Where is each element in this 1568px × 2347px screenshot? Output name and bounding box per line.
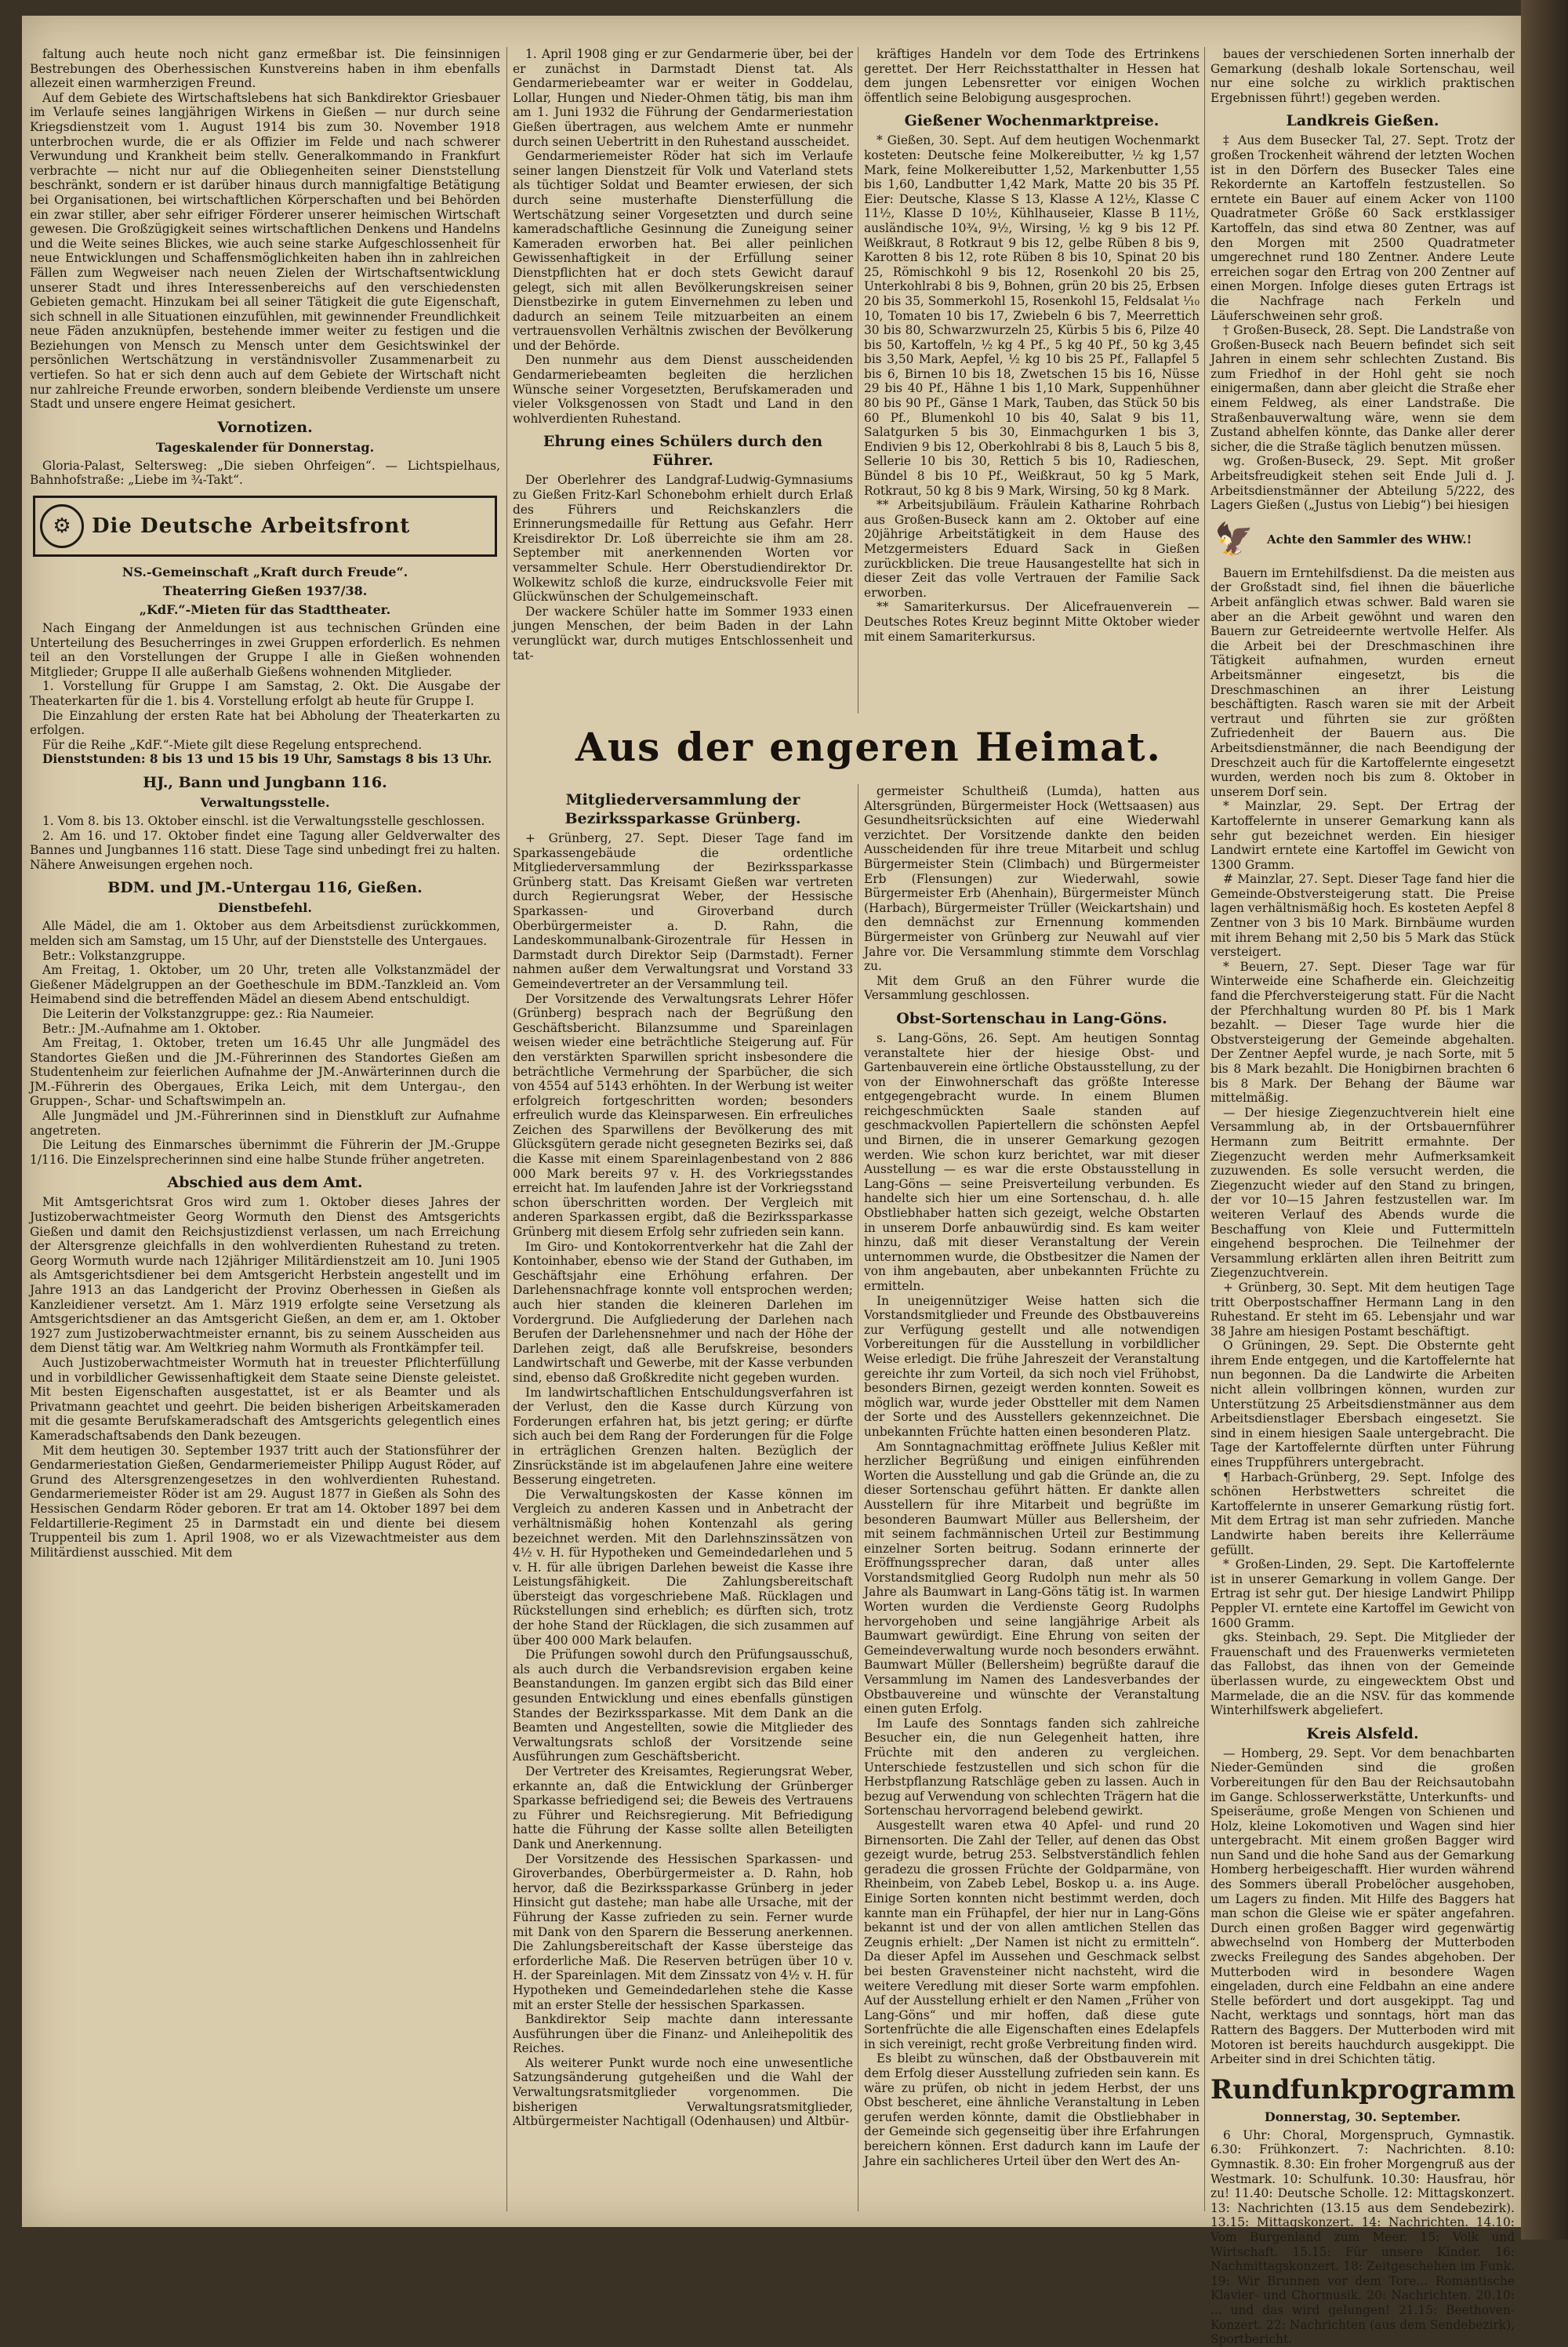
column-2-bottom (513, 784, 853, 2211)
section-heading-mitglieder: Mitgliederversammlung der Bezirkssparkasse Grünberg. (564, 791, 801, 827)
section-heading-abschied: Abschied aus dem Amt. (167, 1174, 363, 1192)
paragraph: Mit Amtsgerichtsrat Gros wird zum 1. Oktober dieses Jahres der Justizoberwachtmeister Georg Wormuth den Dienst des Amtsgerichts Gießen und damit den Reichsjustizdienst verlassen, um nach Erreichung der Altersgrenze gleichfalls in den wohlverdienten Ruhestand zu treten. Georg Wormuth wurde nach 12jähriger Militärdienstzeit am 10. Juni 1905 als Amtsgerichtsdiener bei dem Amtsgericht Herbstein angestellt und im Jahre 1913 an das Landgericht der Provinz Oberhessen in Gießen als Kanzleidiener versetzt. Am 1. März 1919 erfolgte seine Versetzung als Amtsgerichtsdiener an das Amtsgericht Gießen, an dem er, am 1. Oktober 1927 zum Justizoberwachtmeister ernannt, bis zu seinem Ausscheiden aus dem Dienst tätig war. Am Weltkrieg nahm Wormuth als Frontkämpfer teil. (30, 1195, 500, 1356)
daf-banner (33, 496, 497, 557)
section-heading-markt: Gießener Wochenmarktpreise. (904, 112, 1160, 130)
paragraph: Für die Reihe „KdF.“-Miete gilt diese Regelung entsprechend. (42, 737, 423, 752)
paragraph: Der Oberlehrer des Landgraf-Ludwig-Gymnasiums zu Gießen Fritz-Karl Schonebohm erhielt durch Erlaß des Führers und Reichskanzlers die Erinnerungsmedaille für Rettung aus Gefahr. Herr Kreisdirektor Dr. Loß überreichte sie ihm am 28. September mit anerkennenden Worten vor versammelter Schule. Herr Oberstudiendirektor Dr. Wolkewitz schloß die kurze, eindrucksvolle Feier mit Glückwünschen der Schulgemeinschaft. (513, 473, 853, 605)
paragraph: wg. Großen-Buseck, 29. Sept. Mit großer Arbeitsfreudigkeit stehen seit Ende Juli d. J. Arbeitsdienstmänner der Abteilung 5/222, des Lagers Gießen („Justus von Liebig“) bei hiesigen (1210, 454, 1515, 513)
paragraph: Betr.: Volkstanzgruppe. (42, 948, 186, 963)
paragraph: Alle Jungmädel und JM.-Führerinnen sind in Dienstkluft zur Aufnahme angetreten. (30, 1109, 500, 1138)
paragraph: # Mainzlar, 27. Sept. Dieser Tage fand hier die Gemeinde-Obstversteigerung statt. Die Preise lagen verhältnismäßig hoch. Es kosteten Aepfel 8 Zentner von 3 bis 10 Mark. Birnbäume wurden mit ihrem Behang mit 2,50 bis 5 Mark das Stück versteigert. (1210, 872, 1515, 960)
section-banner: Aus der engeren Heimat. (575, 724, 1162, 770)
paragraph: * Gießen, 30. Sept. Auf dem heutigen Wochenmarkt kosteten: Deutsche feine Molkereibutter, ½ kg 1,57 Mark, feine Molkereibutter 1,52, Markenbutter 1,55 bis 1,60, Landbutter 1,42 Mark, Matte 20 bis 35 Pf. Eier: Deutsche, Klasse S 13, Klasse A 12½, Klasse C 11½, Klasse D 10½, Kühlhauseier, Klasse B 11½, ausländische 10¾, 9½, Wirsing, ½ kg 9 bis 12 Pf. Weißkraut, 8 Rotkraut 9 bis 12, gelbe Rüben 8 bis 9, Karotten 8 bis 12, rote Rüben 8 bis 10, Spinat 20 bis 25, Römischkohl 9 bis 12, Rosenkohl 20 bis 25, Unterkohlrabi 8 bis 9, Bohnen, grün 20 bis 25, Erbsen 20 bis 35, Sommerkohl 15, Rosenkohl 15, Feldsalat ⅒ 10, Tomaten 10 bis 17, Zwiebeln 6 bis 7, Meerrettich 30 bis 80, Schwarzwurzeln 25, Kürbis 5 bis 6, Pilze 40 bis 50, Kartoffeln, ½ kg 4 Pf., 5 kg 40 Pf., 50 kg 3,45 bis 3,50 Mark, Aepfel, ½ kg 10 bis 25 Pf., Fallapfel 5 bis 6, Birnen 10 bis 18, Zwetschen 15 bis 16, Nüsse 29 bis 40 Pf., Hähne 1 bis 1,10 Mark, Suppenhühner 80 bis 90 Pf., Gänse 1 Mark, Tauben, das Stück 50 bis 60 Pf., Blumenkohl 10 bis 40, Salat 9 bis 11, Salatgurken 5 bis 30, Einmachgurken 1 bis 3, Endivien 9 bis 12, Oberkohlrabi 8 bis 8, Lauch 5 bis 8, Sellerie 10 bis 30, Rettich 5 bis 10, Radieschen, Bündel 8 bis 10 Pf., Weißkraut, 50 kg 5 Mark, Rotkraut, 50 kg 8 bis 9 Mark, Wirsing, 50 kg 8 Mark. (864, 133, 1200, 498)
paragraph: Die Leitung des Einmarsches übernimmt die Führerin der JM.-Gruppe 1/116. Die Einzelsprecherinnen sind eine halbe Stunde früher angetreten. (30, 1138, 500, 1167)
column-rule (506, 47, 507, 2211)
paragraph: † Großen-Buseck, 28. Sept. Die Landstraße von Großen-Buseck nach Beuern befindet sich seit Jahren in einem sehr schlechten Zustand. Bis zum Friedhof in der Hohl geht sie noch einigermaßen, dann aber gleicht die Straße eher einem Feldweg, als einer Landstraße. Die Straßenbauverwaltung wäre, wenn sie dem Zustand abhelfen könnte, das Danke aller derer sicher, die die Straße täglich benutzen müssen. (1210, 323, 1515, 454)
radio-program-title: Rundfunkprogramm (1210, 2073, 1516, 2105)
radio-program-date: Donnerstag, 30. September. (1264, 2109, 1461, 2124)
paragraph: Mit dem heutigen 30. September 1937 tritt auch der Stationsführer der Gendarmeriestation Gießen, Gendarmeriemeister Philipp August Röder, auf Grund des Altersgrenzengesetzes in den wohlverdienten Ruhestand. Gendarmeriemeister Röder ist am 29. August 1877 in Gießen als Sohn des Hessischen Gendarm Röder geboren. Er trat am 14. Oktober 1897 bei dem Feldartillerie-Regiment 25 in Darmstadt ein und diente bei diesem Truppenteil bis zum 1. April 1908, wo er als Vizewachtmeister aus dem Militärdienst ausschied. Mit dem (30, 1443, 500, 1560)
paragraph: Dienststunden: 8 bis 13 und 15 bis 19 Uhr, Samstags 8 bis 13 Uhr. (42, 752, 492, 767)
paragraph: gks. Steinbach, 29. Sept. Die Mitglieder der Frauenschaft und des Frauenwerks vermieteten das Fallobst, das ihnen von der Gemeinde überlassen wurde, zu eingewecktem Obst und Marmelade, die an die NSV. für das kommende Winterhilfswerk abgeliefert. (1210, 1630, 1515, 1718)
paragraph: germeister Schultheiß (Lumda), hatten aus Altersgründen, Bürgermeister Hock (Wettsaasen) aus Gesundheitsrücksichten auf eine Wiederwahl verzichtet. Der Vorsitzende dankte den beiden Ausscheidenden für ihre treue Mitarbeit und schlug Bürgermeister Stein (Climbach) und Bürgermeister Erb (Flensungen) zur Wiederwahl, sowie Bürgermeister Erb (Ahenhain), Bürgermeister Münch (Harbach), Bürgermeister Trüller (Weickartshain) und den demnächst zur Ernennung kommenden Bürgermeister von Grünberg zur Neuwahl auf vier Jahre vor. Die Versammlung stimmte dem Vorschlag zu. (864, 784, 1200, 974)
section-heading-obst: Obst-Sortenschau in Lang-Göns. (896, 1009, 1167, 1027)
subheading: Theaterring Gießen 1937/38. (162, 583, 368, 599)
paragraph: ‡ Aus dem Busecker Tal, 27. Sept. Trotz der großen Trockenheit während der letzten Wochen ist in den Dörfern des Busecker Tales eine Rekordernte an Kartoffeln festzustellen. So erntete ein Bauer auf einem Acker von 1100 Quadratmeter Größe 60 Sack erstklassiger Kartoffeln, das sind etwa 80 Zentner, was auf den Morgen mit 2500 Quadratmeter umgerechnet rund 180 Zentner. Andere Leute erreichen sogar den Ertrag von 200 Zentner auf einen Morgen. Infolge dieses guten Ertrags ist die Nachfrage nach Ferkeln und Läuferschweinen sehr groß. (1210, 133, 1515, 323)
paragraph: Die Einzahlung der ersten Rate hat bei Abholung der Theaterkarten zu erfolgen. (30, 708, 500, 738)
subheading: Tageskalender für Donnerstag. (155, 439, 375, 455)
column-4 (1210, 47, 1516, 2347)
paragraph: 1. Vorstellung für Gruppe I am Samstag, 2. Okt. Die Ausgabe der Theaterkarten für die 1. bis 4. Vorstellung erfolgt ab heute für Gruppe I. (30, 679, 500, 708)
paragraph: In uneigennütziger Weise hatten sich die Vorstandsmitglieder und Freunde des Obstbauvereins zur Verfügung gestellt und alle notwendigen Vorbereitungen für die Ausstellung in vorbildlicher Weise erledigt. Die frühe Jahreszeit der Veranstaltung gereichte ihr zum Vorteil, da sich noch viel Frühobst, besonders Birnen, gezeigt werden konnten. Soweit es möglich war, wurde jeder Obstteller mit dem Namen der Sorte und des Ausstellers gekennzeichnet. Die unbekannten Früchte hatten einen besonderen Platz. (864, 1293, 1200, 1439)
paragraph: O Grüningen, 29. Sept. Die Obsternte geht ihrem Ende entgegen, und die Kartoffelernte hat nun begonnen. Da die Landwirte die Arbeiten nicht allein vollbringen können, wurden zur Unterstützung 25 Arbeitsdienstmänner aus dem Arbeitsdienstlager Ebersbach eingesetzt. Sie sind in einem hiesigen Saale untergebracht. Die Tage der Kartoffelernte dürften unter Führung eines Truppführers untergebracht. (1210, 1339, 1515, 1470)
paragraph: baues der verschiedenen Sorten innerhalb der Gemarkung (deshalb lokale Sortenschau, weil nur eine solche zu wirklich praktischen Ergebnissen führt!) gegeben werden. (1210, 47, 1515, 105)
paragraph: * Beuern, 27. Sept. Dieser Tage war für Winterweide eine Schafherde ein. Gleichzeitig fand die Pferchversteigerung statt. Für die Nacht der Pferchhaltung wurden 80 Pf. bis 1 Mark bezahlt. — Dieser Tage wurde hier die Obstversteigerung der Gemeinde abgehalten. Der Zentner Aepfel wurde, je nach Sorte, mit 5 bis 8 Mark bezahlt. Die Honigbirnen brachten 6 bis 8 Mark. Der Behang der Bäume war mittelmäßig. (1210, 959, 1515, 1106)
paragraph: Den nunmehr aus dem Dienst ausscheidenden Gendarmeriebeamten begleiten die herzlichen Wünsche seiner Vorgesetzten, Berufskameraden und vieler Volksgenossen von Stadt und Land in den wohlverdienten Ruhestand. (513, 353, 853, 426)
subheading: „KdF.“-Mieten für das Stadttheater. (139, 602, 391, 618)
whw-text: Achte den Sammler des WHW.! (1267, 532, 1472, 547)
paragraph: Mit dem Gruß an den Führer wurde die Versammlung geschlossen. (864, 973, 1200, 1003)
column-1 (30, 47, 500, 2211)
paragraph: Bankdirektor Seip machte dann interessante Ausführungen über die Finanz- und Anleihepolitik des Reiches. (513, 2012, 853, 2056)
paragraph: Betr.: JM.-Aufnahme am 1. Oktober. (42, 1021, 261, 1036)
paragraph: Bauern im Erntehilfsdienst. Da die meisten aus der Großstadt sind, fiel ihnen die bäuerliche Arbeit anfänglich etwas schwer. Bald waren sie aber an die Arbeit gewöhnt und waren den Bauern zur Getreideernte wertvolle Helfer. Als die Arbeit bei der Dreschmaschinen ihre Tätigkeit aufnahmen, wurden erneut Arbeitsmänner eingesetzt, bis die Dreschmaschinen an ihrer Leistung beschäftigten. Rasch waren sie mit der Arbeit vertraut und führten sie zur größten Zufriedenheit der Bauern aus. Die Arbeitsdienstmänner, die nach Beendigung der Dreschzeit auch für die Kartoffelernte eingesetzt wurden, werden noch bis zum 8. Oktober in unserem Dorf sein. (1210, 565, 1515, 799)
paragraph: — Der hiesige Ziegenzuchtverein hielt eine Versammlung ab, in der Ortsbauernführer Hermann zum Beitritt ermahnte. Der Ziegenzucht werden mehr Aufmerksamkeit zuzuwenden. Es solle versucht werden, die Ziegenzucht wieder auf den Stand zu bringen, der vor 10—15 Jahren festzustellen war. Im weiteren Verlauf des Abends wurde die Beschaffung von Kleie und Futtermitteln eingehend besprochen. Die Teilnehmer der Versammlung erklärten allen ihren Beitritt zum Ziegenzuchtverein. (1210, 1105, 1515, 1281)
paragraph: Im Laufe des Sonntags fanden sich zahlreiche Besucher ein, die nun Gelegenheit hatten, ihre Früchte mit den anderen zu vergleichen. Unterschiede festzustellen und sich schon für die Herbstpflanzung Ratschläge geben zu lassen. Auch in bezug auf Verwendung von schlechten Trägern hat die Sortenschau hervorragend belebend gewirkt. (864, 1716, 1200, 1818)
paragraph: Der Vorsitzende des Verwaltungsrats Lehrer Höfer (Grünberg) besprach nach der Begrüßung den Geschäftsbericht. Bilanzsumme und Spareinlagen weisen wieder eine beträchtliche Steigerung auf. Für den verstärkten Sparwillen spricht insbesondere die beträchtliche Vermehrung der Sparbücher, die sich von 4554 auf 5143 erhöhten. In der Werbung ist weiter erfolgreich fortgeschritten worden; besonders erfreulich wurde das Kleinsparwesen. Ein erfreuliches Zeichen des Sparwillens der Bevölkerung des mit Glücksgütern gerade nicht gesegneten Bezirks sei, daß die Kasse mit einem Spareinlagenbestand von 2 886 000 Mark bereits 97 v. H. des Vorkriegsstandes erreicht hat. Im laufenden Jahre ist der Vorkriegsstand schon überschritten worden. Der Vergleich mit anderen Sparkassen ergibt, daß die Bezirkssparkasse Grünberg mit diesem Erfolg sehr zufrieden sein kann. (513, 991, 853, 1240)
subheading: NS.-Gemeinschaft „Kraft durch Freude“. (122, 565, 408, 580)
paragraph: Der Vertreter des Kreisamtes, Regierungsrat Weber, erkannte an, daß die Entwicklung der Grünberger Sparkasse befriedigend sei; die Beweis des Vertrauens zu Führer und Reichsregierung. Mit Befriedigung hatte die Führung der Kasse sollte allen Beteiligten Dank und Anerkennung. (513, 1764, 853, 1851)
paragraph: 6 Uhr: Choral, Morgenspruch, Gymnastik. 6.30: Frühkonzert. 7: Nachrichten. 8.10: Gymnastik. 8.30: Ein froher Morgengruß aus der Westmark. 10: Schulfunk. 10.30: Hausfrau, hör zu! 11.40: Deutsche Scholle. 12: Mittagskonzert. 13: Nachrichten (13.15 aus dem Sendebezirk). 13.15: Mittagskonzert. 14: Nachrichten. 14.10: Vom Burgenland zum Meer. 15: Volk und Wirtschaft. 15.15: Für unsere Kinder. 16: Nachmittagskonzert. 18: Zeitgeschehen im Funk. 19: Wir Brunnen vor dem Tore... Romantische Klavier- und Chormusik. 20: Nachrichten. 20.10: ... und das wird gelungen! 21.15: Beethoven-Konzert. 22: Nachrichten (aus dem Sendebezirk), Sportbericht. (1210, 2127, 1515, 2347)
paragraph: Nach Eingang der Anmeldungen ist aus technischen Gründen eine Unterteilung des Besucherringes in zwei Gruppen erforderlich. Es nehmen teil an den Vorstellungen der Gruppe I alle in Gießen wohnenden Mitglieder; Gruppe II alle außerhalb Gießens wohnenden Mitglieder. (30, 621, 500, 679)
paragraph: Alle Mädel, die am 1. Oktober aus dem Arbeitsdienst zurückkommen, melden sich am Samstag, um 15 Uhr, auf der Dienststelle des Untergaues. (30, 919, 500, 948)
subheading: Dienstbefehl. (218, 900, 312, 916)
paragraph: faltung auch heute noch nicht ganz ermeßbar ist. Die feinsinnigen Bestrebungen des Oberhessischen Kunstvereins haben in ihm ebenfalls allezeit einen warmherzigen Freund. (30, 47, 500, 91)
paragraph: Gendarmeriemeister Röder hat sich im Verlaufe seiner langen Dienstzeit für Volk und Vaterland stets als tüchtiger Soldat und Beamter erwiesen, der sich durch seine musterhafte Diensterfüllung die Wertschätzung seiner Vorgesetzten und durch seine kameradschaftliche Gesinnung die Zuneigung seiner Kameraden erworben hat. Bei aller peinlichen Gewissenhaftigkeit in der Erfüllung seiner Dienstpflichten hat er doch stets Gewicht darauf gelegt, sich mit allen Bevölkerungskreisen seiner Dienstbezirke in gutem Einvernehmen zu leben und dadurch an seinem Teile mitzuarbeiten an einem vertrauensvollen Verhältnis zwischen der Bevölkerung und der Behörde. (513, 149, 853, 353)
paragraph: + Grünberg, 27. Sept. Dieser Tage fand im Sparkassengebäude die ordentliche Mitgliederversammlung der Bezirkssparkasse Grünberg statt. Das Kreisamt Gießen war vertreten durch Regierungsrat Weber, der Hessische Sparkassen- und Giroverband durch Oberbürgermeister a. D. Rahn, die Landeskommunalbank-Girozentrale für Hessen in Darmstadt durch Direktor Seip (Darmstadt). Ferner nahmen außer dem Verwaltungsrat und Vorstand 33 Gemeindevertreter an der Versammlung teil. (513, 831, 853, 991)
section-heading-ehrung: Ehrung eines Schülers durch den Führer. (543, 433, 823, 470)
paragraph: * Großen-Linden, 29. Sept. Die Kartoffelernte ist in unserer Gemarkung in vollem Gange. Der Ertrag ist sehr gut. Der hiesige Landwirt Philipp Peppler VI. erntete eine Kartoffel im Gewicht von 1600 Gramm. (1210, 1557, 1515, 1630)
section-heading-landkreis: Landkreis Gießen. (1286, 112, 1439, 130)
paragraph: Ausgestellt waren etwa 40 Apfel- und rund 20 Birnensorten. Die Zahl der Teller, auf denen das Obst gezeigt wurde, betrug 253. Selbstverständlich fehlen geradezu die grossen Früchte der Goldparmäne, von Rheinbeim, von Zabeb Lebel, Boskop u. a. ins Auge. Einige Sorten konnten nicht bestimmt werden, doch kannte man ein Frühapfel, der hier nur in Lang-Göns bekannt ist und der von allen amtlichen Stellen das Zeugnis erhielt: „Der Namen ist nicht zu ermitteln“. Da dieser Apfel im Aussehen und Geschmack selbst bei besten Gravensteiner nicht nachsteht, wird die weitere Veredlung mit dieser Sorte warm empfohlen. Auf der Ausstellung erhielt er den Namen „Früher von Lang-Göns“ und mir hoffen, daß diese gute Sortenfrüchte die alle Eigenschaften eines Edelapfels in sich vereinigt, recht große Verbreitung finden wird. (864, 1818, 1200, 2051)
paragraph: — Homberg, 29. Sept. Vor dem benachbarten Nieder-Gemünden sind die großen Vorbereitungen für den Bau der Reichsautobahn im Gange. Schlosserwerkstätte, Unterkunfts- und Speiseräume, große Mengen von Schienen und Holz, kleine Lokomotiven und Wagen sind hier untergebracht. Mit einem großen Bagger wird nun Sand und die hohe Sand aus der Gemarkung Homberg herbeigeschafft. Hier wurden während des Sommers überall Probelöcher ausgehoben, um Lagers zu finden. Mit Hilfe des Baggers hat man schon die Gleise wie er später angefahren. Durch einen großen Bagger wird gegenwärtig abwechselnd von Homberg der Mutterboden zwecks Freilegung des Sandes abgehoben. Der Mutterboden wird in besondere Wagen eingeladen, durch eine Feldbahn an eine andere Stelle befördert und dort ausgekippt. Tag und Nacht, werktags und sonntags, hört man das Rattern des Baggers. Der Mutterboden wird mit Motoren ist bereits hauchdurch ausgekippt. Die Arbeiter sind in drei Schichten tätig. (1210, 1746, 1515, 2067)
paragraph: kräftiges Handeln vor dem Tode des Ertrinkens gerettet. Der Herr Reichsstatthalter in Hessen hat dem jungen Lebensretter vor einigen Wochen öffentlich seine Belobigung ausgesprochen. (864, 47, 1200, 105)
paragraph: Es bleibt zu wünschen, daß der Obstbauverein mit dem Erfolg dieser Ausstellung zufrieden sein kann. Es wäre zu prüfen, ob nicht in jedem Herbst, der uns Obst bescheret, eine ähnliche Veranstaltung in Leben gerufen werden könnte, damit die Obstliebhaber in der Gemeinde sich gegenseitig über ihre Erfahrungen bereichern können. Erst dadurch kann im Laufe der Jahre ein sachlicheres Urteil über den Wert des An- (864, 2051, 1200, 2168)
paragraph: * Mainzlar, 29. Sept. Der Ertrag der Kartoffelernte in unserer Gemarkung kann als sehr gut bezeichnet werden. Ein hiesiger Landwirt erntete eine Kartoffel im Gewicht von 1300 Gramm. (1210, 799, 1515, 872)
column-3-bottom (864, 784, 1200, 2211)
paragraph: Am Freitag, 1. Oktober, um 20 Uhr, treten alle Volkstanzmädel der Gießener Mädelgruppen an der Goetheschule im BDM.-Tanzkleid an. Vom Heimabend sind die betreffenden Mädel an diesem Abend entschuldigt. (30, 963, 500, 1007)
whw-notice (1210, 519, 1515, 560)
paragraph: + Grünberg, 30. Sept. Mit dem heutigen Tage tritt Oberpostschaffner Hermann Lang in den Ruhestand. Er steht im 65. Lebensjahr und war 38 Jahre am hiesigen Postamt beschäftigt. (1210, 1280, 1515, 1339)
paragraph: Auf dem Gebiete des Wirtschaftslebens hat sich Bankdirektor Griesbauer im Verlaufe seines langjährigen Wirkens in Gießen — nur durch seine Kriegsdienstzeit vom 1. August 1914 bis zum 30. November 1918 unterbrochen wurde, die er als Offizier im Felde und nach schwerer Verwundung und Krankheit beim stellv. Generalkommando in Frankfurt verbrachte — nicht nur auf die Obliegenheiten seiner Dienststellung beschränkt, sondern er ist darüber hinaus durch mannigfaltige Betätigung bei Organisationen, bei wirtschaftlichen Körperschaften und bei Behörden ein zwar stiller, aber sehr eifriger Förderer unserer heimischen Wirtschaft gewesen. Die Großzügigkeit seines wirtschaftlichen Denkens und Handelns und die Weite seines Blickes, wie auch seine starke Aufgeschlossenheit für neue Entwicklungen und Schaffensmöglichkeiten haben ihn in zahlreichen Fällen zum Wegweiser nach neuen Zielen der Wirtschaftsentwicklung unserer Stadt und ihres Interessenbereichs auf den verschiedensten Gebieten gemacht. Hinzukam bei all seiner Tätigkeit die gute Eigenschaft, sich schnell in alle Situationen einzufühlen, mit gewinnender Freundlichkeit neue Fäden anzuknüpfen, bestehende immer weiter zu festigen und die Beziehungen von Mensch zu Mensch unter dem Gesichtswinkel der persönlichen Wertschätzung in verständnisvoller Zusammenarbeit zu vertiefen. So hat er sich denn auch auf dem Gebiete der Wirtschaft nicht nur zahlreiche Freunde erworben, sondern bleibende Verdienste um unsere Stadt und unsere engere Heimat gesichert. (30, 90, 500, 412)
paragraph: Gloria-Palast, Seltersweg: „Die sieben Ohrfeigen“. — Lichtspielhaus, Bahnhofstraße: „Liebe im ¾-Takt“. (30, 458, 500, 488)
daf-emblem-icon: ⚙ (40, 504, 84, 548)
paragraph: ** Arbeitsjubiläum. Fräulein Katharine Rohrbach aus Großen-Buseck kann am 2. Oktober auf eine 20jährige Arbeitstätigkeit in dem Hause des Metzgermeisters Eduard Sack in Gießen zurückblicken. Die treue Hausangestellte hat sich in dieser Zeit das volle Vertrauen der Familie Sack erworben. (864, 498, 1200, 600)
paragraph: Die Leiterin der Volkstanzgruppe: gez.: Ria Naumeier. (42, 1006, 375, 1021)
section-heading-vornotizen: Vornotizen. (217, 418, 313, 436)
paragraph: ¶ Harbach-Grünberg, 29. Sept. Infolge des schönen Herbstwetters schreitet die Kartoffelernte in unserer Gemarkung rüstig fort. Mit dem Ertrag ist man sehr zufrieden. Manche Landwirte haben bereits ihre Kellerräume gefüllt. (1210, 1470, 1515, 1557)
column-2-top (513, 47, 853, 714)
subheading: Verwaltungsstelle. (200, 794, 330, 810)
paragraph: Die Prüfungen sowohl durch den Prüfungsausschuß, als auch durch die Verbandsrevision ergaben keine Beanstandungen. Im ganzen ergibt sich das Bild einer gesunden Entwicklung und eines ebenfalls günstigen Standes der Bezirkssparkasse. Mit dem Dank an die Beamten und Angestellten, sowie die Mitglieder des Verwaltungsrats schloß der Vorsitzende seine Ausführungen zum Geschäftsbericht. (513, 1648, 853, 1764)
column-rule (1204, 47, 1205, 2211)
paragraph: Als weiterer Punkt wurde noch eine unwesentliche Satzungsänderung gutgeheißen und die Wahl der Verwaltungsratsmitglieder vorgenommen. Die bisherigen Verwaltungsratsmitglieder, Altbürgermeister Nachtigall (Odenhausen) und Altbür- (513, 2055, 853, 2129)
newspaper-page (22, 16, 1521, 2347)
paragraph: s. Lang-Göns, 26. Sept. Am heutigen Sonntag veranstaltete hier der hiesige Obst- und Gartenbauverein eine örtliche Obstausstellung, zu der von der Einwohnerschaft das größte Interesse entgegengebracht wurde. In einem Blumen reichgeschmückten Saale standen auf geschmackvollen Papiertellern die schönsten Aepfel und Birnen, die in unserer Gemarkung gezogen werden. Wie schon kurz berichtet, war mit dieser Ausstellung — es war die erste Obstausstellung in Lang-Göns — seine Preisverteilung verbunden. Es handelte sich hier um eine Sortenschau, d. h. alle Obstliebhaber hatten sich gezeigt, welche Obstarten in unserem Dorfe anbauwürdig sind. Es kam weiter hinzu, daß mit dieser Veranstaltung der Verein unternommen wurde, die Obstbesitzer die Namen der von ihm angebauten, aber unbekannten Früchte zu ermitteln. (864, 1030, 1200, 1293)
section-heading-hj: HJ., Bann und Jungbann 116. (143, 773, 387, 791)
paragraph: Im Giro- und Kontokorrentverkehr hat die Zahl der Kontoinhaber, ebenso wie der Stand der Guthaben, im Geschäftsjahr eine Erhöhung erfahren. Der Darlehensnachfrage konnte voll entsprochen werden; auch hier standen die kleineren Darlehen im Vordergrund. Die Aufgliederung der Darlehen nach Berufen der Darlehensnehmer und nach der Höhe der Darlehen zeigt, daß alle Berufskreise, besonders Landwirtschaft und Gewerbe, mit der Kasse verbunden sind, ebenso daß Großkredite nicht gegeben wurden. (513, 1239, 853, 1385)
paragraph: Der wackere Schüler hatte im Sommer 1933 einen jungen Menschen, der beim Baden in der Lahn verunglückt war, durch mutiges Entschlossenheit und tat- (513, 604, 853, 663)
paragraph: 1. Vom 8. bis 13. Oktober einschl. ist die Verwaltungsstelle geschlossen. (42, 813, 485, 828)
daf-title: Die Deutsche Arbeitsfront (92, 514, 411, 538)
paragraph: Auch Justizoberwachtmeister Wormuth hat in treuester Pflichterfüllung und in vorbildlicher Gewissenhaftigkeit dem Staate seine Dienste geleistet. Mit besten Eigenschaften ausgestattet, ist er als Beamter und als Privatmann geachtet und geehrt. Die beiden bisherigen Arbeitskameraden mit die gesamte Berufskameradschaft des Amtsgerichts gelegentlich eines Kameradschaftsabends den Dank bezeugen. (30, 1355, 500, 1443)
paragraph: Am Freitag, 1. Oktober, treten um 16.45 Uhr alle Jungmädel des Standortes Gießen und die JM.-Führerinnen des Standortes Gießen am Studentenheim zur feierlichen Aufnahme der JM.-Anwärterinnen durch die JM.-Führerin des Obergaues, Erika Leich, mit dem Untergau-, den Gruppen-, Schar- und Schaftswimpeln an. (30, 1036, 500, 1109)
paragraph: Am Sonntagnachmittag eröffnete Julius Keßler mit herzlicher Begrüßung und einigen einführenden Worten die Ausstellung und gab die Gründe an, die zu dieser Sortenschau geführt hätten. Er dankte allen Ausstellern für ihre Mitarbeit und begrüßte im besonderen Baumwart Müller aus Bellersheim, der mit seinem fachmännischen Urteil zur Bestimmung einzelner Sorten beitrug. Sodann erinnerte der Eröffnungssprecher daran, daß unter alles Vorstandsmitglied Georg Rudolph nun mehr als 50 Jahre als Baumwart in Lang-Göns tätig ist. In warmen Worten wurden die Verdienste Georg Rudolphs hervorgehoben und seine langjährige Arbeit als Baumwart gewürdigt. Eine Ehrung von seiten der Gemeindeverwaltung wurde noch besonders erwähnt. Baumwart Müller (Bellersheim) begrüßte darauf die Versammlung im Namen des Landesverbandes der Obstbauvereine und wünschte der Veranstaltung einen guten Erfolg. (864, 1439, 1200, 1717)
paragraph: Im landwirtschaftlichen Entschuldungsverfahren ist der Verlust, den die Kasse durch Kürzung von Forderungen erfahren hat, bis jetzt gering; er dürfte sich auch bei dem Rang der Forderungen für die Folge in erträglichen Grenzen halten. Bezüglich der Zinsrückstände ist im abgelaufenen Jahre eine weitere Besserung eingetreten. (513, 1385, 853, 1488)
paragraph: Die Verwaltungskosten der Kasse können im Vergleich zu anderen Kassen und in Anbetracht der verhältnismäßig hohen Kontenzahl als gering bezeichnet werden. Mit den Darlehnszinssätzen von 4½ v. H. für Hypotheken und Gemeindedarlehen und 5 v. H. für alle übrigen Darlehen beweist die Kasse ihre Leistungsfähigkeit. Die Zahlungsbereitschaft übersteigt das vorgeschriebene Maß. Rücklagen und Rückstellungen sind erheblich; es dürften sich, trotz der hohe Stand der Rücklagen, die sich zusammen auf über 400 000 Mark belaufen. (513, 1487, 853, 1648)
column-3-top (864, 47, 1200, 714)
section-heading-alsfeld: Kreis Alsfeld. (1306, 1724, 1419, 1742)
paragraph: 2. Am 16. und 17. Oktober findet eine Tagung aller Geldverwalter des Bannes und Jungbannes 116 statt. Diese Tage sind unbedingt frei zu halten. Nähere Anweisungen ergehen noch. (30, 828, 500, 872)
paragraph: Der Vorsitzende des Hessischen Sparkassen- und Giroverbandes, Oberbürgermeister a. D. Rahn, hob hervor, daß die Bezirkssparkasse Grünberg in jeder Hinsicht gut dastehe; man habe alle Ursache, mit der Führung der Kasse zufrieden zu sein. Ferner wurde mit Dank von den Sparern die Besserung anerkennen. Die Zahlungsbereitschaft der Kasse übersteige das erforderliche Maß. Die Reserven betrügen über 10 v. H. der Spareinlagen. Mit dem Zinssatz von 4½ v. H. für Hypotheken und Gemeindedarlehen stehe die Kasse mit an erster Stelle der hessischen Sparkassen. (513, 1851, 853, 2012)
section-heading-bdm: BDM. und JM.-Untergau 116, Gießen. (107, 879, 423, 897)
paragraph: 1. April 1908 ging er zur Gendarmerie über, bei der er zunächst in Darmstadt Dienst tat. Als Gendarmeriebeamter war er weiter in Goddelau, Lollar, Hungen und Nieder-Ohmen tätig, bis man ihm am 1. Juni 1932 die Führung der Gendarmeriestation Gießen übertragen, aus welchem Amte er nunmehr durch seinen Uebertritt in den Ruhestand ausscheidet. (513, 47, 853, 149)
paragraph: ** Samariterkursus. Der Alicefrauenverein — Deutsches Rotes Kreuz beginnt Mitte Oktober wieder mit einem Samariterkursus. (864, 600, 1200, 644)
binding-edge (1521, 0, 1568, 2240)
eagle-emblem-icon: 🦅 (1214, 520, 1254, 558)
